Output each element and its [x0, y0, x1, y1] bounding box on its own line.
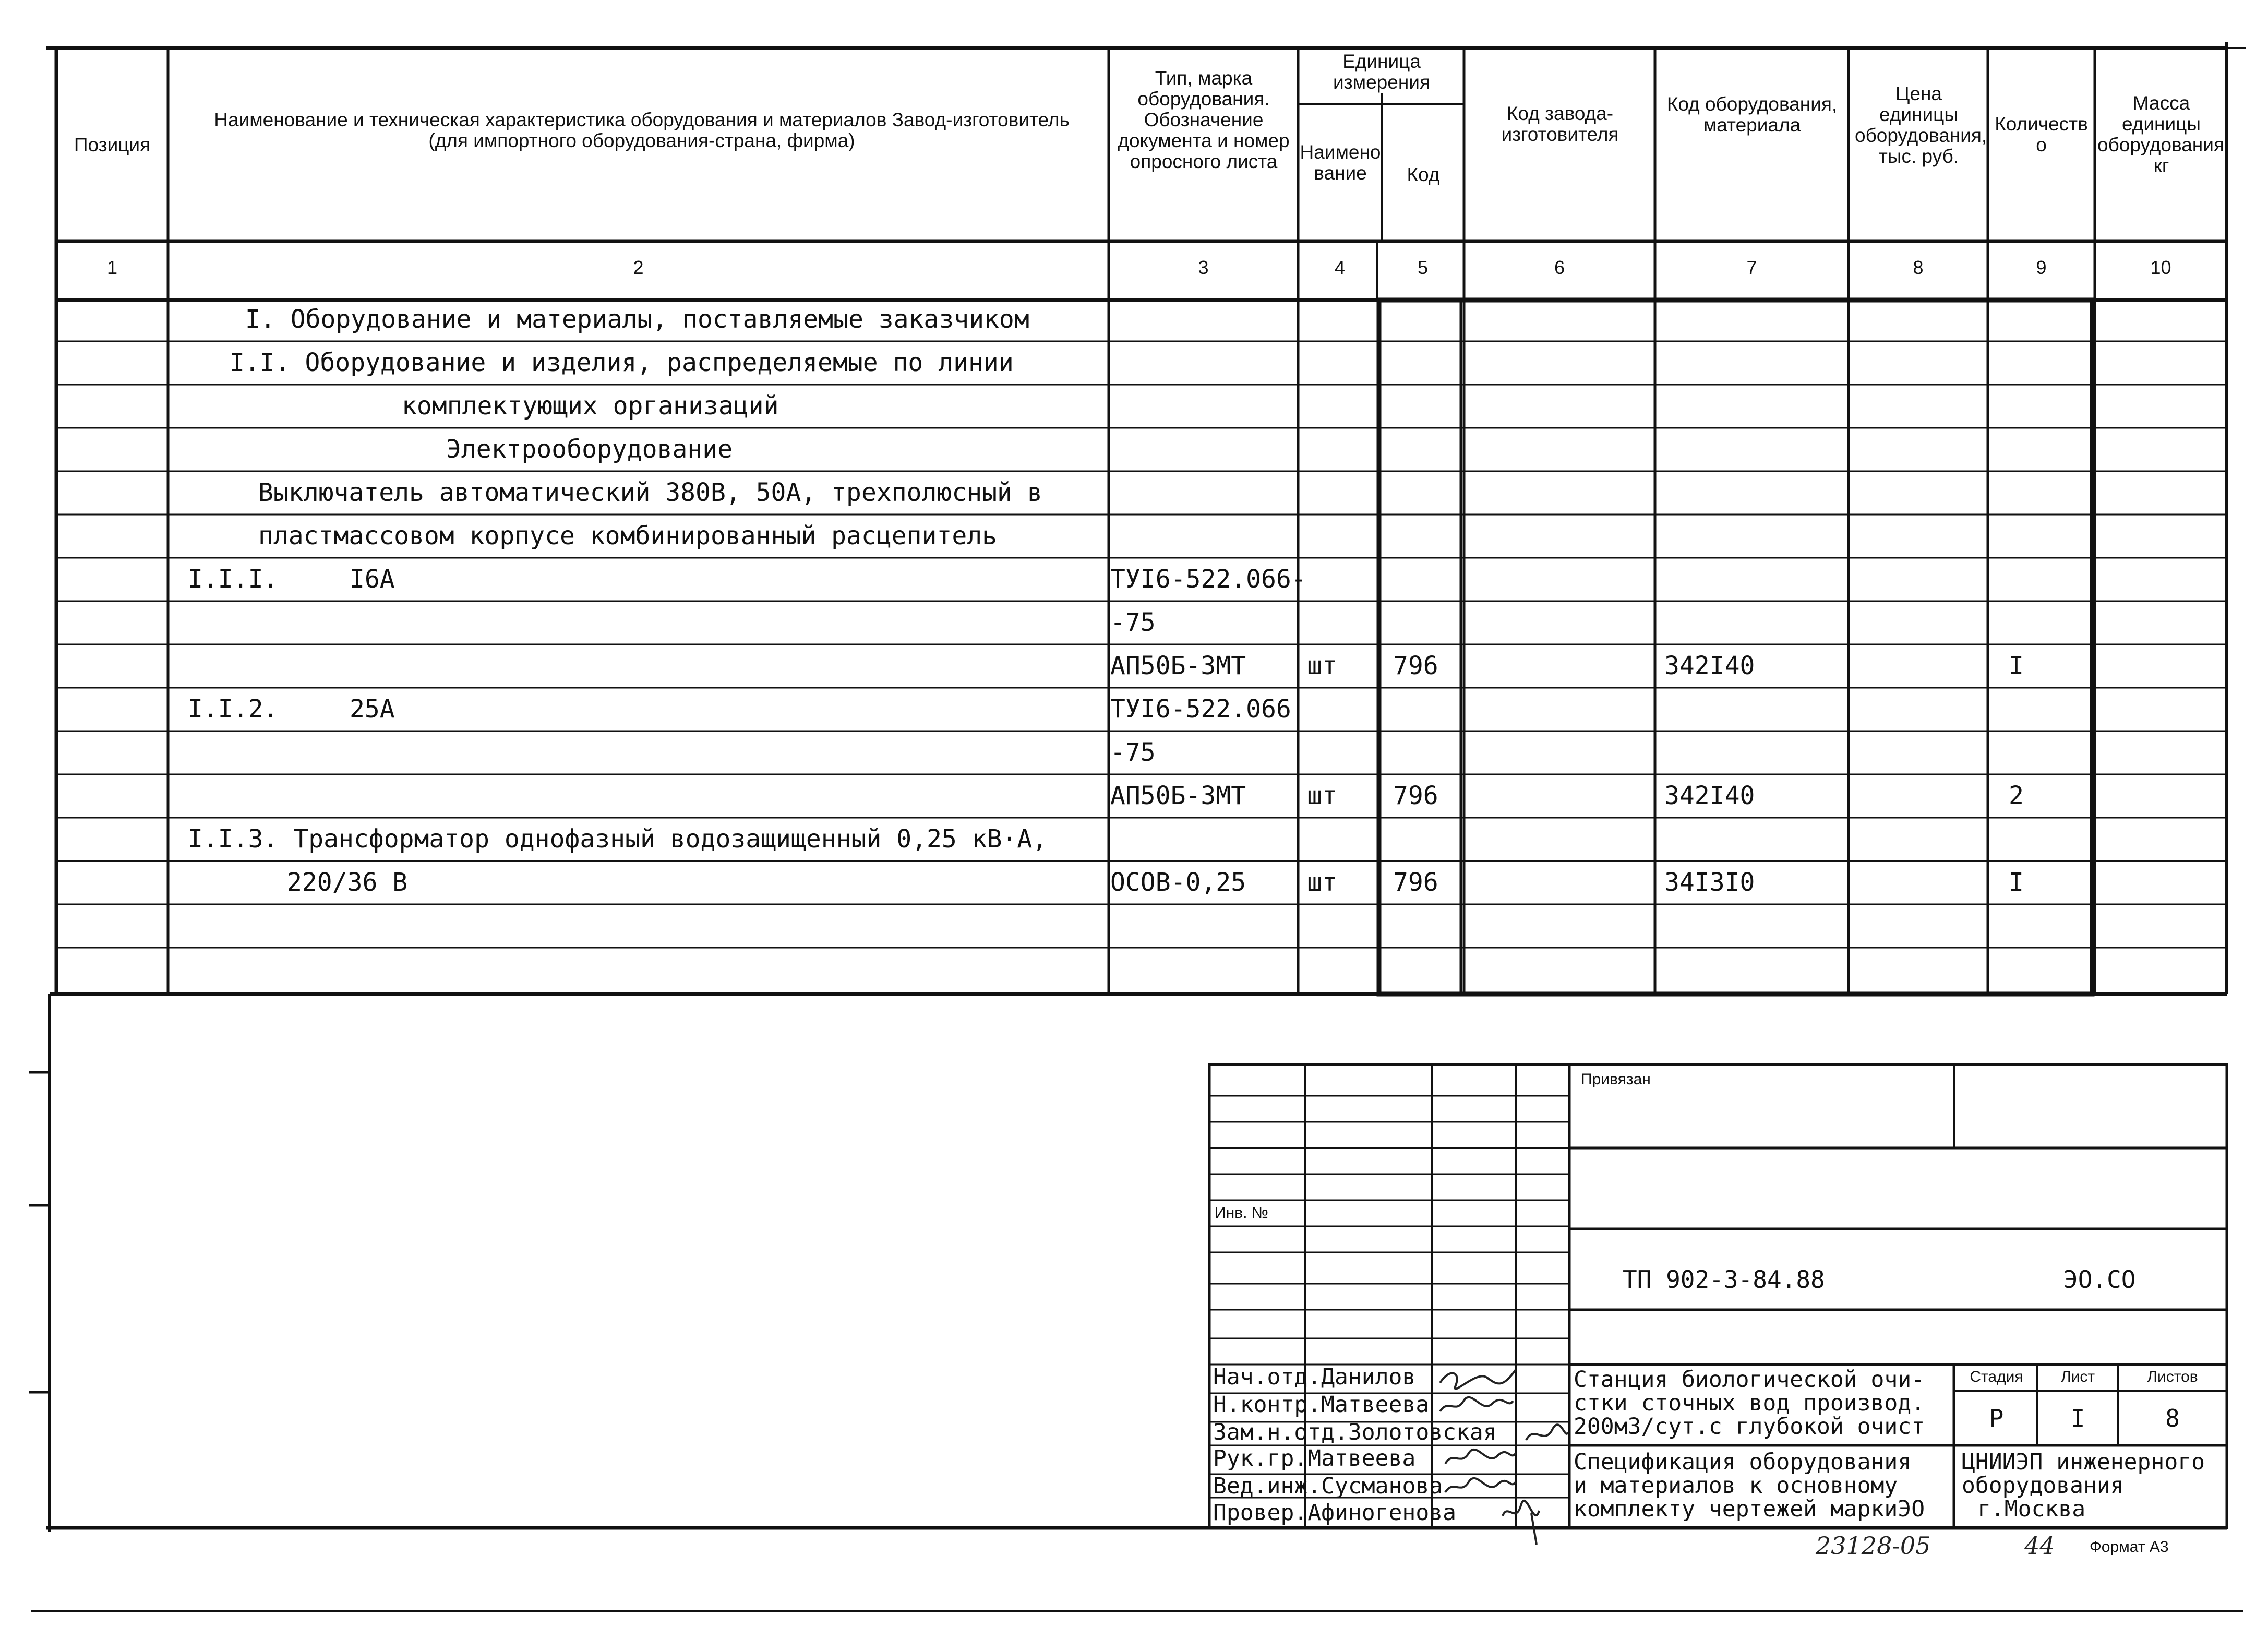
item-quantity: I	[2009, 651, 2024, 680]
item-type: ТУI6-522.066	[1110, 695, 1291, 724]
organization-line: ЦНИИЭП инженерного	[1962, 1449, 2205, 1475]
column-number: 6	[1554, 257, 1565, 278]
stage-value: Р	[1989, 1404, 2004, 1432]
signature-role: Нач.отд.	[1213, 1364, 1322, 1390]
item-unit-code: 796	[1393, 781, 1438, 810]
signature-role: Вед.инж.	[1213, 1473, 1322, 1499]
header-material-code: Код оборудования, материала	[1666, 93, 1838, 136]
project-title-line: 200м3/сут.с глубокой очист	[1574, 1414, 1925, 1440]
sheet-value: I	[2070, 1404, 2085, 1432]
item-unit-code: 796	[1393, 868, 1438, 897]
item-type: -75	[1110, 608, 1156, 637]
header-type: Тип, марка оборудования. Обозначение документа и номер опросного листа	[1118, 67, 1290, 172]
item-material-code: 34I3I0	[1664, 868, 1755, 897]
item-type: ТУI6-522.066-	[1110, 565, 1306, 594]
item-name: 25A	[350, 695, 395, 724]
column-number: 7	[1746, 257, 1757, 278]
item-quantity: I	[2009, 868, 2024, 897]
item-type: АП50Б-3МТ	[1110, 651, 1246, 680]
signature-name: Сусманова	[1321, 1473, 1443, 1499]
sheets-label: Листов	[2147, 1368, 2198, 1385]
item-type: -75	[1110, 738, 1156, 767]
archive-number: 23128-05	[1816, 1532, 1931, 1560]
project-title-line: Станция биологической очи-	[1574, 1367, 1925, 1393]
sheet-label: Лист	[2060, 1368, 2095, 1385]
document-title-line: Спецификация оборудования	[1574, 1449, 1912, 1475]
signature-scribble	[1445, 1450, 1516, 1464]
item-material-code: 342I40	[1664, 781, 1755, 810]
header-unit-code: Код	[1407, 164, 1440, 185]
signature-scribble	[1445, 1478, 1516, 1492]
position-number: I.I.2.	[188, 695, 279, 724]
sheets-value: 8	[2165, 1404, 2180, 1432]
item-type: АП50Б-3МТ	[1110, 781, 1246, 810]
column-number: 10	[2150, 257, 2171, 278]
signature-scribble	[1440, 1370, 1516, 1389]
signature-name: Золотовская	[1348, 1419, 1497, 1445]
column-number: 1	[106, 257, 118, 278]
column-number: 2	[633, 257, 644, 278]
privyazan-label: Привязан	[1581, 1071, 1651, 1088]
signature-role: Провер.	[1213, 1500, 1308, 1526]
item-name: I6A	[350, 565, 395, 594]
project-title-line: стки сточных вод производ.	[1574, 1390, 1925, 1416]
item-material-code: 342I40	[1664, 651, 1755, 680]
page-number: 44	[2024, 1532, 2055, 1560]
header-unit-group: Единица измерения	[1333, 51, 1430, 93]
document-title-line: и материалов к основному	[1574, 1473, 1898, 1499]
subsection-heading: I.I. Оборудование и изделия, распределяемые по линии	[230, 348, 1014, 377]
item-unit: шт	[1307, 868, 1337, 897]
item-description: пластмассовом корпусе комбинированный расцепитель	[258, 521, 998, 551]
document-code: ТП 902-3-84.88	[1623, 1265, 1825, 1294]
column-number: 5	[1417, 257, 1429, 278]
signature-name: Данилов	[1321, 1364, 1416, 1390]
signature-scribble	[1526, 1425, 1568, 1440]
item-description: Выключатель автоматический 380В, 50А, трехполюсный в	[258, 478, 1042, 507]
item-name: 220/36 В	[287, 868, 408, 897]
item-unit: шт	[1307, 651, 1337, 680]
signature-name: Матвеева	[1307, 1445, 1416, 1472]
header-quantity: Количество	[1995, 113, 2088, 155]
signature-scribble	[1503, 1501, 1539, 1545]
position-number: I.I.3.	[188, 824, 279, 854]
signature-name: Афиногенова	[1307, 1500, 1456, 1526]
section-heading: I. Оборудование и материалы, поставляемые заказчиком	[245, 305, 1029, 334]
signature-role: Зам.н.отд.	[1213, 1419, 1348, 1445]
document-mark: ЭО.СО	[2063, 1265, 2136, 1294]
header-position: Позиция	[74, 134, 151, 155]
signature-scribble	[1440, 1397, 1513, 1411]
column-number: 4	[1334, 257, 1346, 278]
signature-role: Н.контр.	[1213, 1392, 1322, 1418]
inventory-label: Инв. №	[1215, 1204, 1268, 1222]
header-price: Цена единицы оборудования, тыс. руб.	[1855, 83, 1987, 167]
column-number: 3	[1198, 257, 1209, 278]
position-number: I.I.I.	[188, 565, 279, 594]
stage-label: Стадия	[1970, 1368, 2023, 1385]
item-unit: шт	[1307, 781, 1337, 810]
header-factory-code: Код завода-изготовителя	[1501, 103, 1619, 145]
header-unit-name: Наименование	[1300, 141, 1381, 184]
item-unit-code: 796	[1393, 651, 1438, 680]
header-mass: Масса единицы оборудования, кг	[2097, 92, 2230, 176]
paper-format: Формат А3	[2090, 1538, 2169, 1556]
item-quantity: 2	[2009, 781, 2024, 810]
signature-name: Матвеева	[1321, 1392, 1430, 1418]
subsection-heading: комплектующих организаций	[402, 391, 779, 421]
organization-line: оборудования	[1962, 1473, 2124, 1499]
item-type: ОСОВ-0,25	[1110, 868, 1246, 897]
column-number: 9	[2036, 257, 2047, 278]
column-number: 8	[1913, 257, 1924, 278]
header-name: Наименование и техническая характеристика оборудования и материалов Завод-изготовитель (для импортного оборудования-страна, фирма)	[214, 109, 1070, 151]
organization-line: г.Москва	[1977, 1496, 2086, 1522]
item-name: Трансформатор однофазный водозащищенный 0,25 кВ·А,	[293, 824, 1048, 854]
group-heading: Электрооборудование	[446, 435, 733, 464]
document-title-line: комплекту чертежей маркиЭО	[1574, 1496, 1925, 1522]
signature-role: Рук.гр.	[1213, 1445, 1308, 1472]
